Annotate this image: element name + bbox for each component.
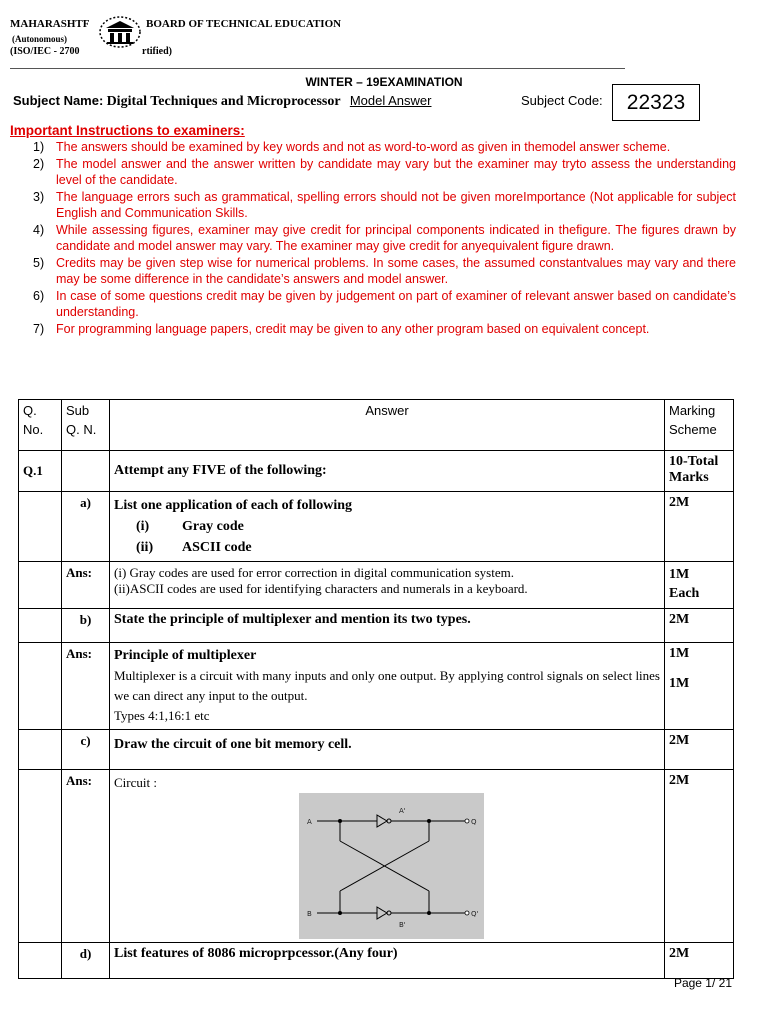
instruction-item	[26, 139, 736, 156]
circuit-label-aprime: A'	[399, 807, 406, 815]
col-subq-header: Sub Q. N.	[62, 400, 110, 451]
model-answer-label: Model Answer	[349, 93, 432, 108]
q1-marks: 10-Total Marks	[665, 451, 734, 492]
q-a-marks: 2M	[665, 492, 734, 562]
c-ans-cell	[110, 770, 665, 943]
instructions-list	[26, 139, 736, 337]
circuit-label-q: Q	[471, 818, 477, 826]
instruction-text: In case of some questions credit may be given by judgement on part of examiner of relevant answer based on candidate’s understanding.	[56, 288, 736, 319]
table-row	[19, 770, 734, 943]
instruction-item	[26, 156, 736, 189]
table-row	[19, 451, 734, 492]
instruction-number: 7)	[33, 321, 45, 336]
b-ans-label: Ans:	[62, 643, 110, 730]
instruction-number: 2)	[33, 156, 45, 171]
table-row	[19, 562, 734, 609]
msbte-logo-icon	[98, 14, 142, 50]
c-ans-marks: 2M	[665, 770, 734, 943]
q-a-text: List one application of each of following (i) Gray code (ii) ASCII code	[110, 492, 665, 562]
q-c-label: c)	[62, 730, 110, 770]
instruction-number: 3)	[33, 189, 45, 204]
a-ans-marks: 1M Each	[665, 562, 734, 609]
q1-text: Attempt any FIVE of the following:	[110, 451, 665, 492]
q-d-marks: 2M	[665, 943, 734, 979]
q1-label: Q.1	[19, 451, 62, 492]
table-row	[19, 730, 734, 770]
instruction-number: 4)	[33, 222, 45, 237]
q-b-marks: 2M	[665, 609, 734, 643]
org-iso-right: rtified)	[142, 46, 172, 57]
instruction-item	[26, 189, 736, 222]
instruction-text: Credits may be given step wise for numerical problems. In some cases, the assumed constantvalues may vary and there may be some difference in the candidate’s answers and model answer.	[56, 255, 736, 286]
answer-table	[18, 399, 734, 979]
org-iso-left: (ISO/IEC - 2700	[10, 46, 80, 57]
org-name-right: BOARD OF TECHNICAL EDUCATION	[146, 18, 342, 30]
instruction-text: The answers should be examined by key words and not as word-to-word as given in themodel answer scheme.	[56, 140, 671, 154]
c-ans-label: Ans:	[62, 770, 110, 943]
table-row	[19, 643, 734, 730]
circuit-label-bprime: B'	[399, 921, 406, 929]
q-b-label: b)	[62, 609, 110, 643]
circuit-label-a: A	[307, 818, 312, 826]
q-b-text: State the principle of multiplexer and mention its two types.	[110, 609, 665, 643]
b-ans-text: Principle of multiplexer Multiplexer is a circuit with many inputs and only one output. By applying control signals on select lines we can direct any input to the output. Types 4:1,16:1 etc	[110, 643, 665, 730]
subject-code-label: Subject Code:	[521, 93, 603, 108]
b-ans-marks: 1M 1M	[665, 643, 734, 730]
instruction-text: The model answer and the answer written by candidate may vary but the examiner may tryto assess the understanding level of the candidate.	[56, 156, 736, 187]
instruction-number: 1)	[33, 140, 45, 154]
table-row	[19, 609, 734, 643]
instruction-number: 5)	[33, 255, 45, 270]
instruction-item	[26, 255, 736, 288]
instruction-item	[26, 288, 736, 321]
col-qno-header: Q. No.	[19, 400, 62, 451]
subject-name-label: Subject Name:	[13, 93, 104, 108]
exam-title: WINTER – 19EXAMINATION	[305, 75, 463, 89]
a-ans-text: (i) Gray codes are used for error correction in digital communication system. (ii)ASCII codes are used for identifying characters and numerals in a keyboard.	[110, 562, 665, 609]
org-autonomous: (Autonomous)	[12, 34, 68, 44]
table-header-row	[19, 400, 734, 451]
instruction-number: 6)	[33, 288, 45, 303]
subject-code-box: 22323	[612, 84, 700, 121]
org-name-left: MAHARASHTF	[10, 18, 90, 30]
c-ans-text: Circuit :	[114, 775, 157, 790]
col-answer-header: Answer	[110, 400, 665, 451]
table-row	[19, 943, 734, 979]
instructions-title: Important Instructions to examiners:	[10, 123, 245, 138]
subject-name: Digital Techniques and Microprocessor	[106, 94, 341, 109]
instruction-text: While assessing figures, examiner may give credit for principal components indicated in thefigure. The figures drawn by candidate and model answer may vary. The examiner may give credit for anyequivalent figure drawn.	[56, 222, 736, 253]
instruction-text: For programming language papers, credit may be given to any other program based on equivalent concept.	[56, 321, 650, 336]
col-marks-header: Marking Scheme	[665, 400, 734, 451]
q-a-label: a)	[62, 492, 110, 562]
instruction-item	[26, 321, 736, 338]
q-d-text: List features of 8086 microprpcessor.(Any four)	[110, 943, 665, 979]
header-rule	[10, 68, 625, 69]
q-d-label: d)	[62, 943, 110, 979]
q-c-marks: 2M	[665, 730, 734, 770]
table-row	[19, 492, 734, 562]
instruction-text: The language errors such as grammatical, spelling errors should not be given moreImportance (Not applicable for subject English and Communication Skills.	[56, 189, 736, 220]
circuit-label-qbar: Q'	[471, 910, 479, 918]
subject-line	[13, 93, 431, 110]
circuit-label-b: B	[307, 910, 312, 918]
a-ans-label: Ans:	[62, 562, 110, 609]
instruction-item	[26, 222, 736, 255]
q-c-text: Draw the circuit of one bit memory cell.	[110, 730, 665, 770]
memory-cell-circuit	[299, 793, 484, 939]
page-number: Page 1/ 21	[673, 976, 732, 990]
